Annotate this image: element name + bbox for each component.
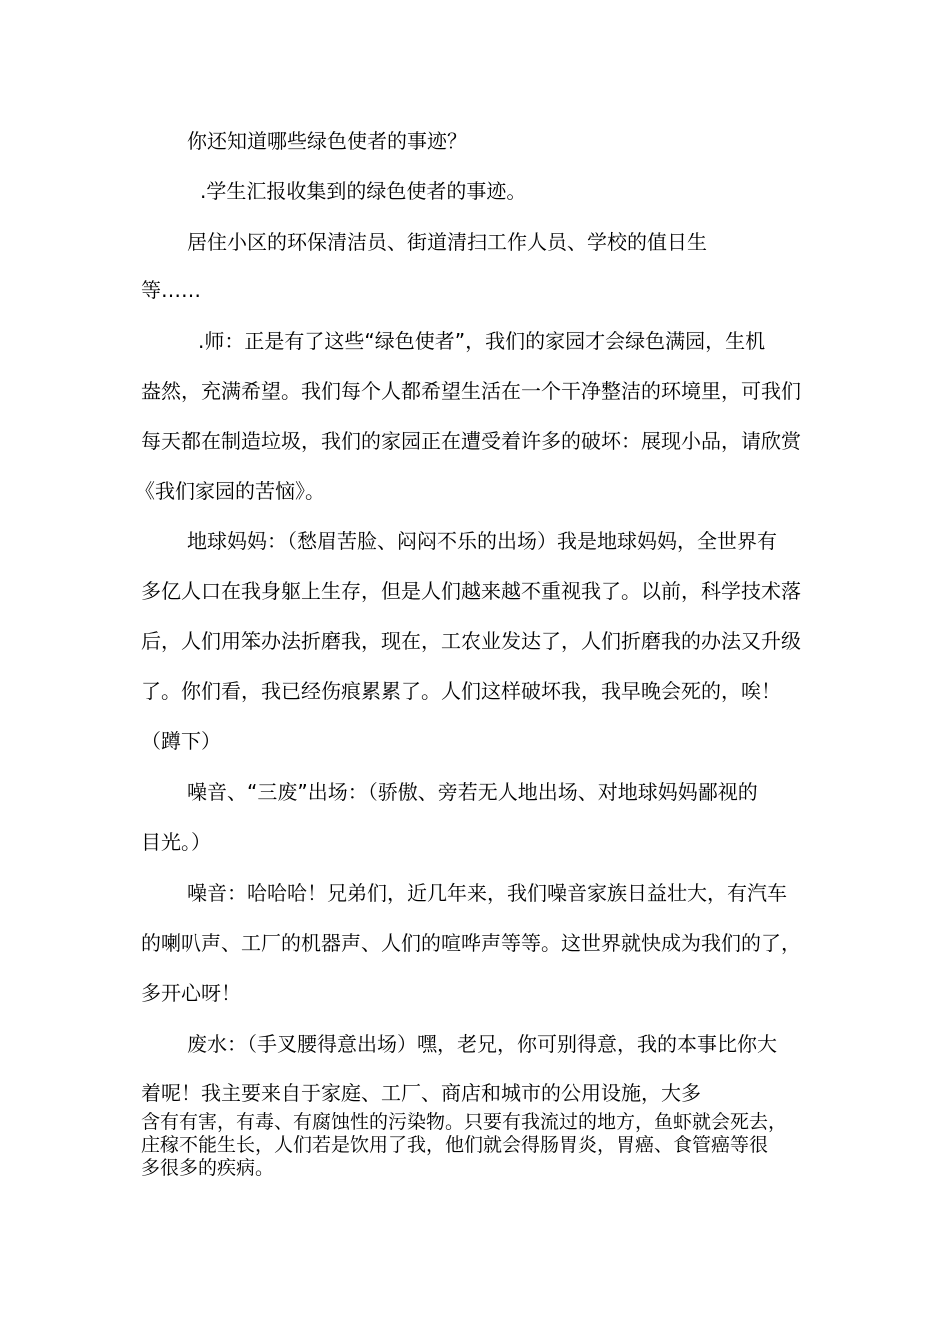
text-line: 《我们家园的苦恼》。 (135, 479, 325, 503)
text-line: .学生汇报收集到的绿色使者的事迹。 (200, 179, 527, 203)
text-line: 废水：（手叉腰得意出场）嘿，老兄，你可别得意，我的本事比你大 (187, 1032, 777, 1056)
text-line: 等…… (141, 278, 201, 302)
text-line: （蹲下） (141, 729, 221, 753)
text-line: 的喇叭声、工厂的机器声、人们的喧哗声等等。这世界就快成为我们的了， (141, 931, 801, 955)
text-line: 噪音：哈哈哈！兄弟们，近几年来，我们噪音家族日益壮大，有汽车 (187, 881, 787, 905)
text-line: 含有有害，有毒、有腐蚀性的污染物。只要有我流过的地方，鱼虾就会死去， (141, 1111, 788, 1133)
text-line: 了。你们看，我已经伤痕累累了。人们这样破坏我，我早晚会死的，唉！ (141, 679, 781, 703)
text-line: 目光。） (141, 830, 211, 854)
text-line: 庄稼不能生长，人们若是饮用了我，他们就会得肠胃炎，胃癌、食管癌等很 (141, 1134, 769, 1156)
text-line: 盎然，充满希望。我们每个人都希望生活在一个干净整洁的环境里，可我们 (141, 379, 801, 403)
text-line: 着呢！我主要来自于家庭、工厂、商店和城市的公用设施，大多 (141, 1081, 701, 1105)
text-line: 每天都在制造垃圾，我们的家园正在遭受着许多的破坏：展现小品，请欣赏 (141, 429, 801, 453)
text-line: .师：正是有了这些“绿色使者”，我们的家园才会绿色满园，生机 (198, 329, 766, 353)
text-line: 多很多的疾病。 (141, 1157, 275, 1179)
text-line: 地球妈妈：（愁眉苦脸、闷闷不乐的出场）我是地球妈妈，全世界有 (187, 529, 777, 553)
text-line: 多开心呀！ (141, 981, 241, 1005)
text-line: 居住小区的环保清洁员、街道清扫工作人员、学校的值日生 (187, 230, 707, 254)
text-line: 你还知道哪些绿色使者的事迹？ (187, 129, 467, 153)
text-line: 多亿人口在我身躯上生存，但是人们越来越不重视我了。以前，科学技术落 (141, 579, 801, 603)
text-line: 后，人们用笨办法折磨我，现在，工农业发达了，人们折磨我的办法又升级 (141, 629, 801, 653)
text-line: 噪音、“三废”出场：（骄傲、旁若无人地出场、对地球妈妈鄙视的 (187, 780, 758, 804)
